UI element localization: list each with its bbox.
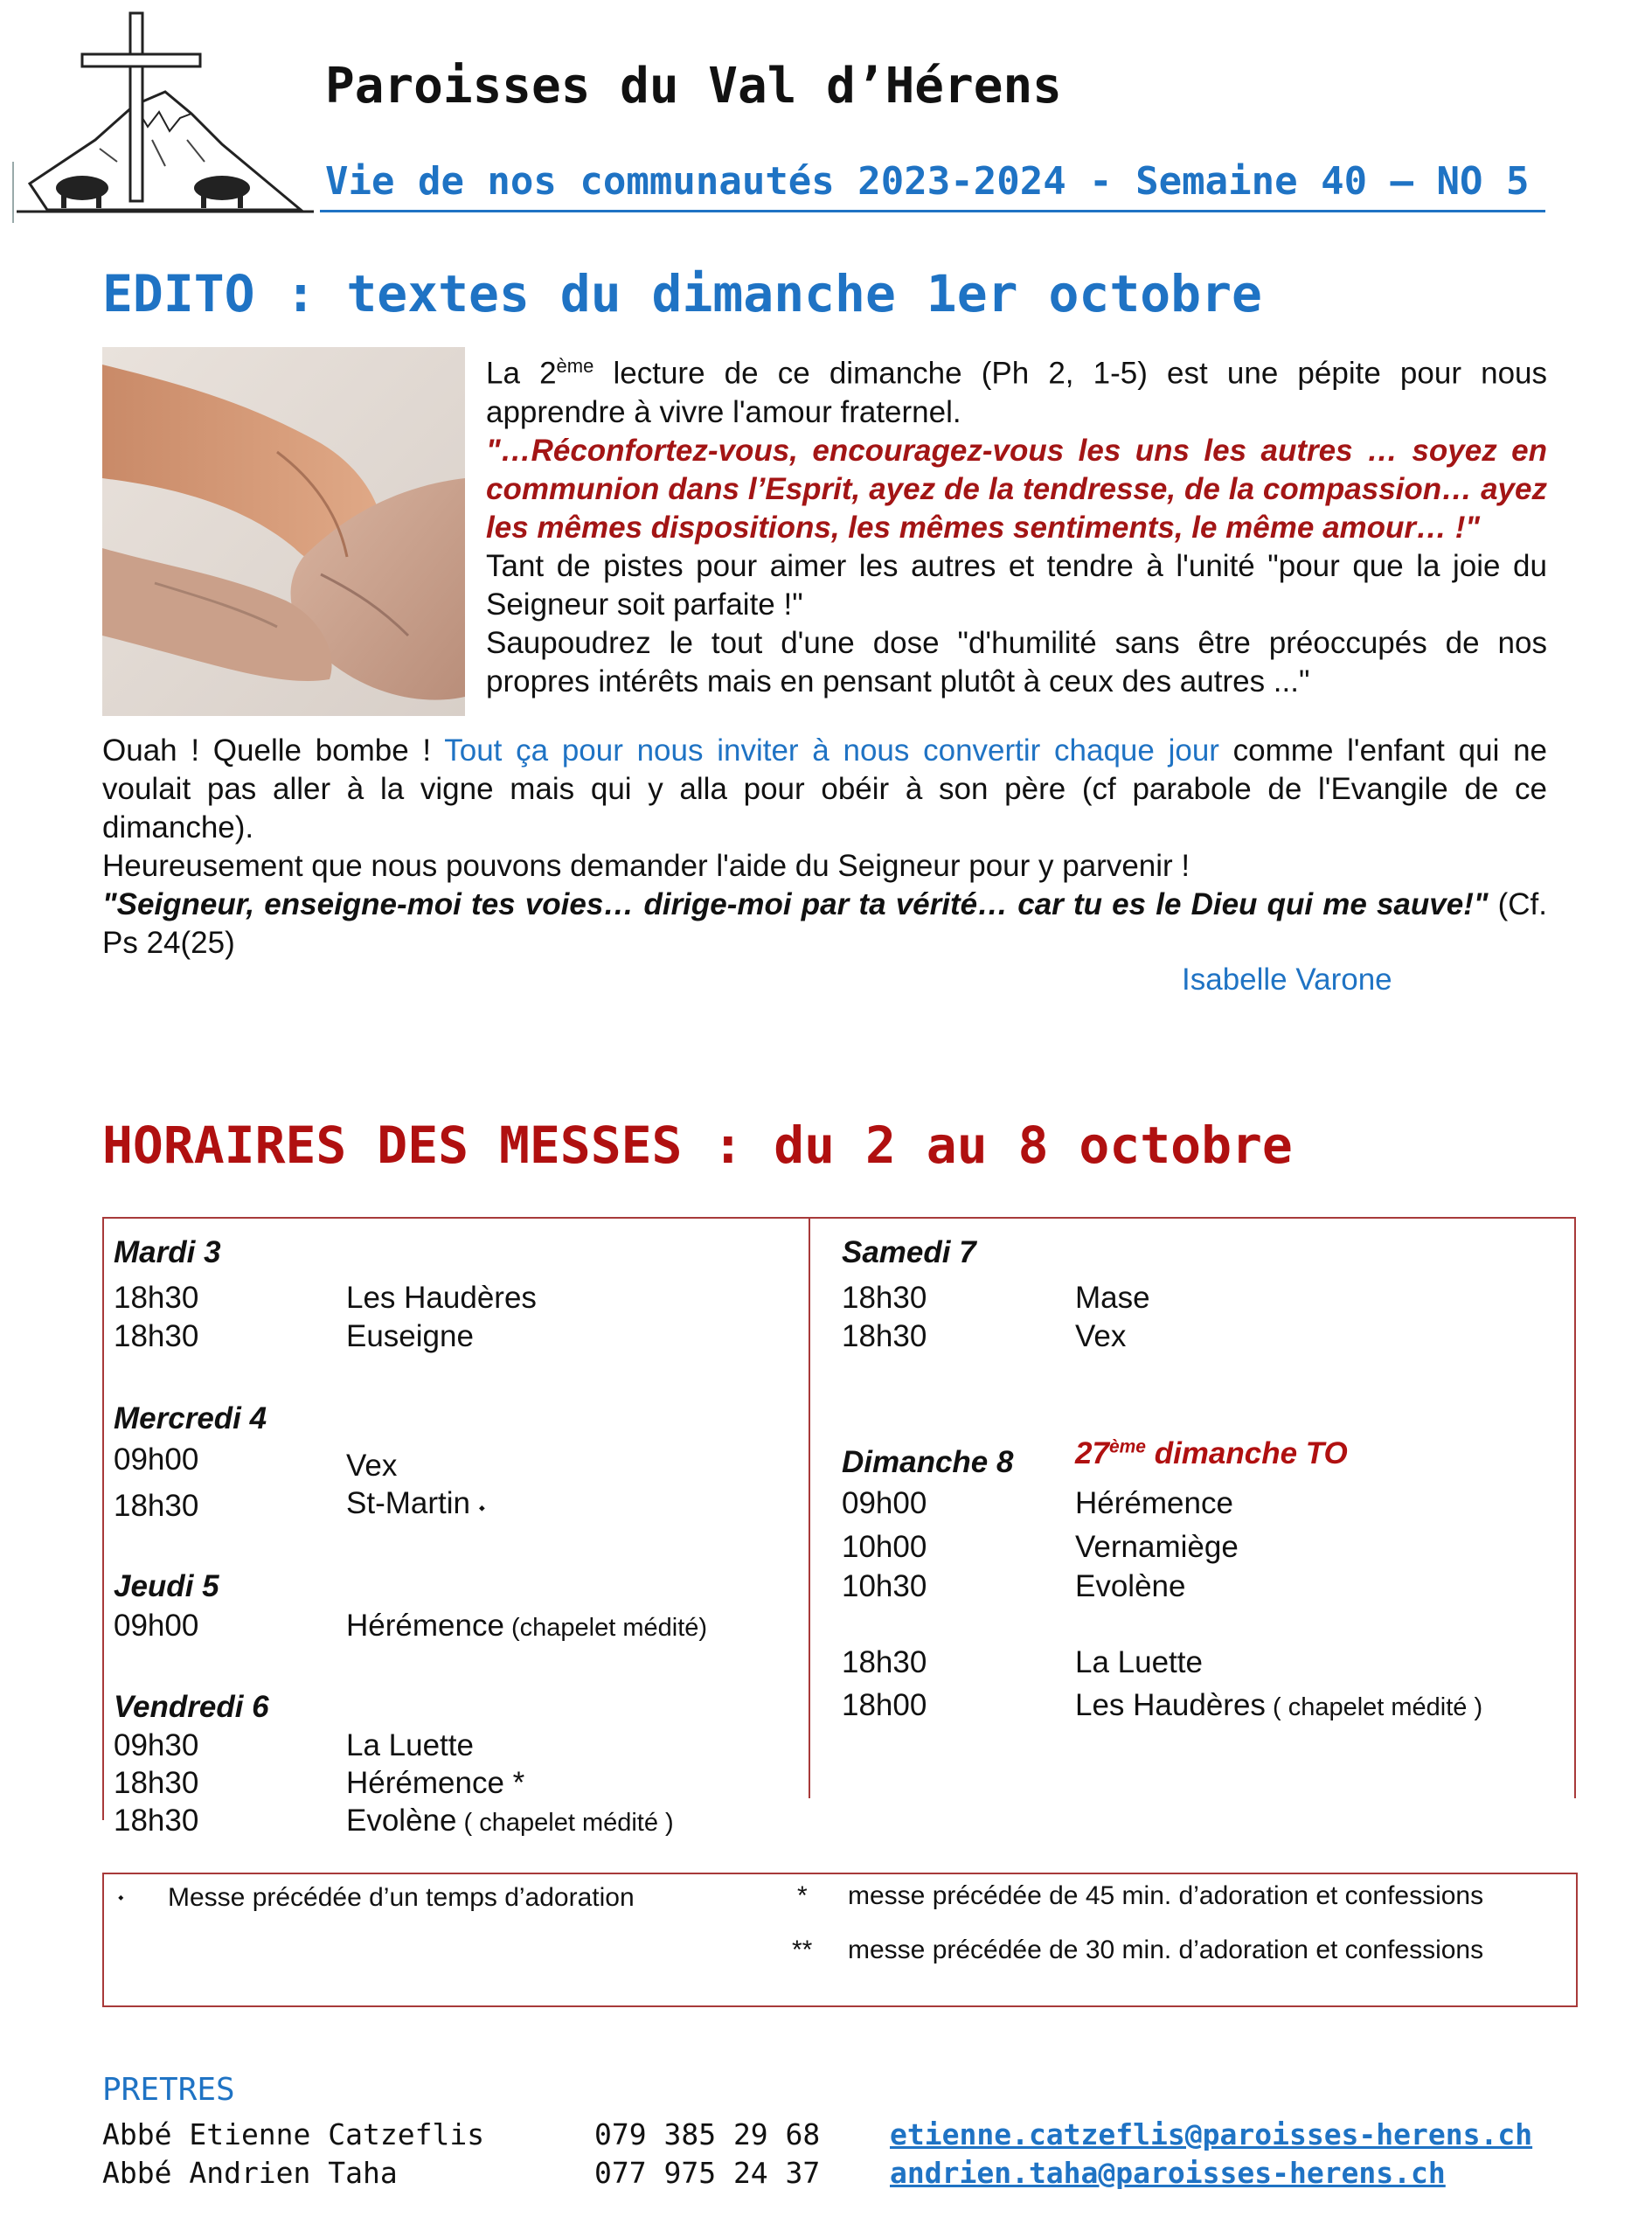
header-title: Paroisses du Val d’Hérens [325, 58, 1062, 115]
mass-time: 09h00 [114, 1609, 199, 1643]
header-tick [12, 162, 14, 223]
sunday-liturgical-label: 27ème dimanche TO [1075, 1436, 1348, 1470]
edito-paragraph-5: Heureusement que nous pouvons demander l'aide du Seigneur pour y parvenir ! [102, 849, 1190, 883]
masses-column-divider [809, 1217, 810, 1798]
edito-paragraph-3: Saupoudrez le tout d'une dose "d'humilité sans être préoccupés de nos propres intérêts mais en pensant plutôt à ceux des autres ..." [486, 625, 1547, 699]
header-rule [320, 210, 1545, 212]
edito-text-block-upper [486, 347, 1547, 701]
mass-place: La Luette [346, 1728, 474, 1762]
edito-final-quote: "Seigneur, enseigne-moi tes voies… dirige-moi par ta vérité… car tu es le Dieu qui me sauve!" (Cf. Ps 24(25) [102, 887, 1547, 960]
mass-time: 18h30 [114, 1319, 199, 1353]
day-heading-samedi: Samedi 7 [842, 1235, 976, 1269]
mass-place: Les Haudères [346, 1281, 537, 1315]
edito-paragraph-2: Tant de pistes pour aimer les autres et tendre à l'unité "pour que la joie du Seigneur soit parfaite !" [486, 548, 1547, 622]
mass-place: Evolène [1075, 1569, 1186, 1603]
mass-time: 18h30 [114, 1489, 199, 1523]
edito-author: Isabelle Varone [1182, 963, 1392, 997]
day-heading-mercredi: Mercredi 4 [114, 1401, 267, 1435]
priest-name: Abbé Etienne Catzeflis [102, 2117, 485, 2151]
edito-paragraph-4: Ouah ! Quelle bombe ! Tout ça pour nous inviter à nous convertir chaque jour comme l'enfant qui ne voulait pas aller à la vigne mais qui y alla pour obéir à son père (cf parabole de l'Evangile de ce dimanche). [102, 733, 1547, 844]
diamond-mark: ⬩ [478, 1498, 485, 1518]
mass-time: 09h00 [114, 1442, 199, 1477]
mass-place: Vernamiège [1075, 1530, 1239, 1564]
mass-place: Mase [1075, 1281, 1150, 1315]
legend-double-star-text: messe précédée de 30 min. d’adoration et confessions [848, 1936, 1484, 1964]
masses-box-border-left [102, 1217, 104, 1820]
mass-time: 18h30 [114, 1804, 199, 1838]
day-heading-dimanche: Dimanche 8 [842, 1445, 1014, 1479]
mass-time: 18h30 [842, 1319, 927, 1353]
mass-time: 09h00 [842, 1486, 927, 1520]
parish-logo-cross-mountain [12, 9, 318, 223]
priest-email-link[interactable]: andrien.taha@paroisses-herens.ch [890, 2156, 1446, 2190]
day-heading-vendredi: Vendredi 6 [114, 1690, 269, 1724]
priest-name: Abbé Andrien Taha [102, 2156, 398, 2190]
legend-diamond-text: Messe précédée d’un temps d’adoration [168, 1883, 635, 1912]
mass-place: Vex [1075, 1319, 1127, 1353]
legend-star-text: messe précédée de 45 min. d’adoration et confessions [848, 1881, 1484, 1910]
mass-place: Hérémence (chapelet médité) [346, 1609, 708, 1643]
day-heading-jeudi: Jeudi 5 [114, 1569, 219, 1603]
header-subtitle: Vie de nos communautés 2023-2024 - Semaine 40 – NO 5 [325, 159, 1530, 204]
masses-title: HORAIRES DES MESSES : du 2 au 8 octobre [102, 1116, 1293, 1175]
mass-place: Les Haudères ( chapelet médité ) [1075, 1688, 1483, 1722]
mass-place: St-Martin ⬩ [346, 1486, 485, 1520]
diamond-mark: ⬩ [118, 1888, 124, 1906]
mass-place: La Luette [1075, 1645, 1203, 1679]
masses-box-border-right [1574, 1217, 1576, 1798]
priests-title: PRETRES [102, 2072, 235, 2108]
day-heading-mardi: Mardi 3 [114, 1235, 221, 1269]
mass-place: Evolène ( chapelet médité ) [346, 1804, 674, 1838]
edito-text-block-lower [102, 732, 1547, 963]
priest-phone: 077 975 24 37 [594, 2156, 821, 2190]
mass-place: Euseigne [346, 1319, 474, 1353]
priest-phone: 079 385 29 68 [594, 2117, 821, 2151]
mass-time: 18h30 [842, 1281, 927, 1315]
hands-photo [102, 347, 465, 716]
mass-time: 10h00 [842, 1530, 927, 1564]
mass-place: Hérémence [1075, 1486, 1233, 1520]
legend-star-mark: * [797, 1881, 808, 1910]
edito-intro: La 2ème lecture de ce dimanche (Ph 2, 1-5) est une pépite pour nous apprendre à vivre l'amour fraternel. [486, 355, 1548, 429]
mass-time: 18h30 [114, 1766, 199, 1800]
edito-title: EDITO : textes du dimanche 1er octobre [102, 264, 1262, 323]
legend-double-star-mark: ** [792, 1936, 813, 1964]
mass-time: 09h30 [114, 1728, 199, 1762]
mass-time: 18h30 [114, 1281, 199, 1315]
mass-time: 18h30 [842, 1645, 927, 1679]
masses-box-border-top [102, 1217, 1576, 1219]
mass-time: 10h30 [842, 1569, 927, 1603]
mass-time: 18h00 [842, 1688, 927, 1722]
priest-email-link[interactable]: etienne.catzeflis@paroisses-herens.ch [890, 2117, 1533, 2151]
mass-place: Hérémence * [346, 1766, 525, 1800]
mass-place: Vex [346, 1449, 398, 1483]
edito-quote: "…Réconfortez-vous, encouragez-vous les uns les autres … soyez en communion dans l’Esprit, ayez de la tendresse, de la compassion… ayez les mêmes dispositions, les mêmes sentiments, le même amour… !" [486, 433, 1547, 545]
